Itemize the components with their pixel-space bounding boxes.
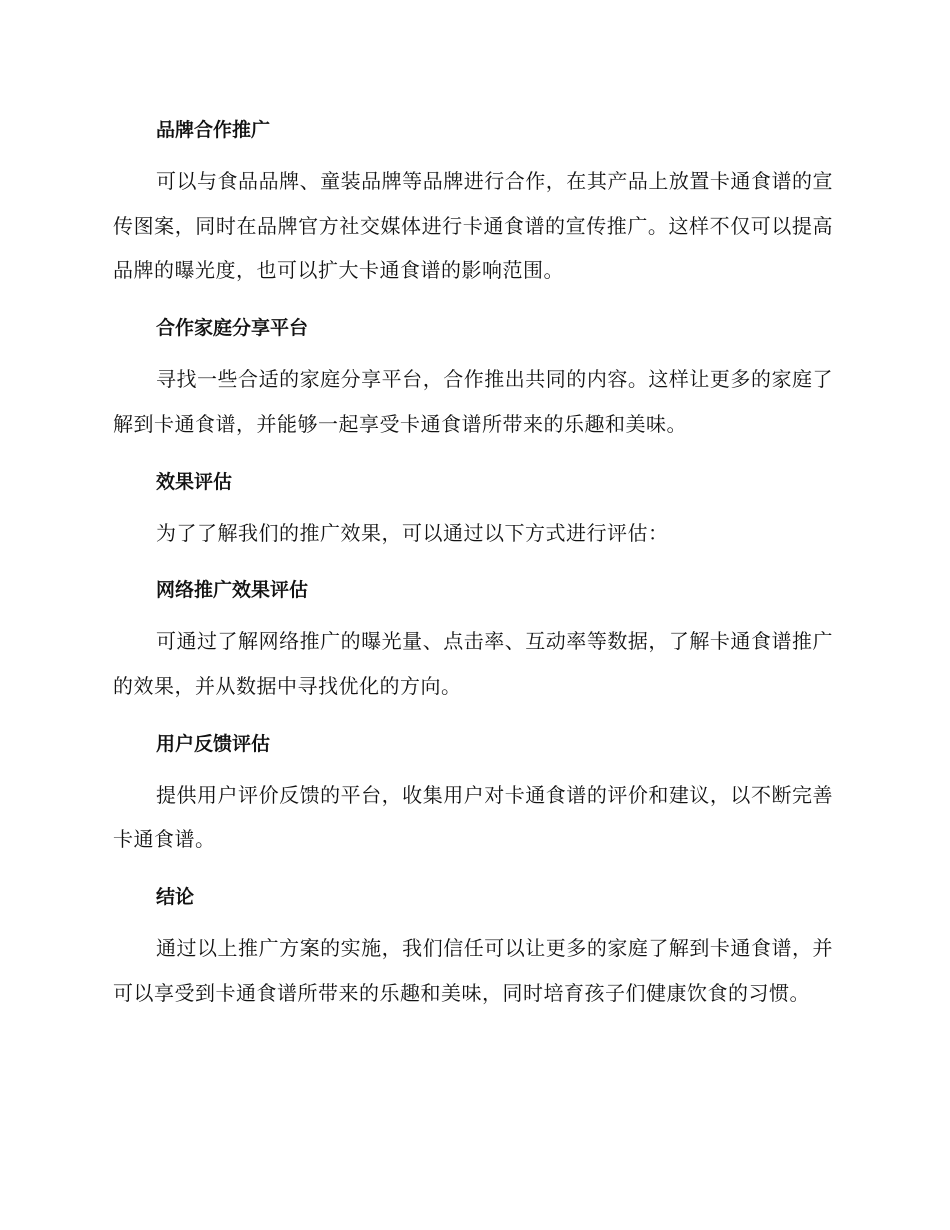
section-paragraph: 可通过了解网络推广的曝光量、点击率、互动率等数据，了解卡通食谱推广的效果，并从数据中寻找优化的方向。 bbox=[113, 629, 833, 698]
section-heading: 效果评估 bbox=[156, 470, 233, 493]
section-paragraph: 为了了解我们的推广效果，可以通过以下方式进行评估： bbox=[156, 520, 669, 545]
section-family-platform bbox=[113, 306, 833, 446]
section-heading: 合作家庭分享平台 bbox=[156, 317, 309, 340]
section-heading: 品牌合作推广 bbox=[156, 119, 271, 141]
section-user-feedback bbox=[113, 722, 833, 862]
section-paragraph: 寻找一些合适的家庭分享平台，合作推出共同的内容。这样让更多的家庭了解到卡通食谱，并能够一起享受卡通食谱所带来的乐趣和美味。 bbox=[113, 367, 833, 436]
section-conclusion bbox=[113, 875, 833, 1015]
section-heading: 网络推广效果评估 bbox=[156, 579, 309, 602]
section-paragraph: 通过以上推广方案的实施，我们信任可以让更多的家庭了解到卡通食谱，并可以享受到卡通食谱所带来的乐趣和美味，同时培育孩子们健康饮食的习惯。 bbox=[113, 936, 833, 1005]
document-page bbox=[113, 108, 833, 1028]
section-heading: 用户反馈评估 bbox=[156, 732, 271, 755]
section-effect-evaluation bbox=[113, 460, 833, 556]
section-heading: 结论 bbox=[156, 886, 195, 909]
section-network-evaluation bbox=[113, 568, 833, 708]
section-paragraph: 提供用户评价反馈的平台，收集用户对卡通食谱的评价和建议，以不断完善卡通食谱。 bbox=[113, 782, 833, 852]
section-paragraph: 可以与食品品牌、童装品牌等品牌进行合作，在其产品上放置卡通食谱的宣传图案，同时在品牌官方社交媒体进行卡通食谱的宣传推广。这样不仅可以提高品牌的曝光度，也可以扩大卡通食谱的影响范围。 bbox=[113, 169, 833, 283]
section-brand-cooperation bbox=[113, 108, 833, 293]
